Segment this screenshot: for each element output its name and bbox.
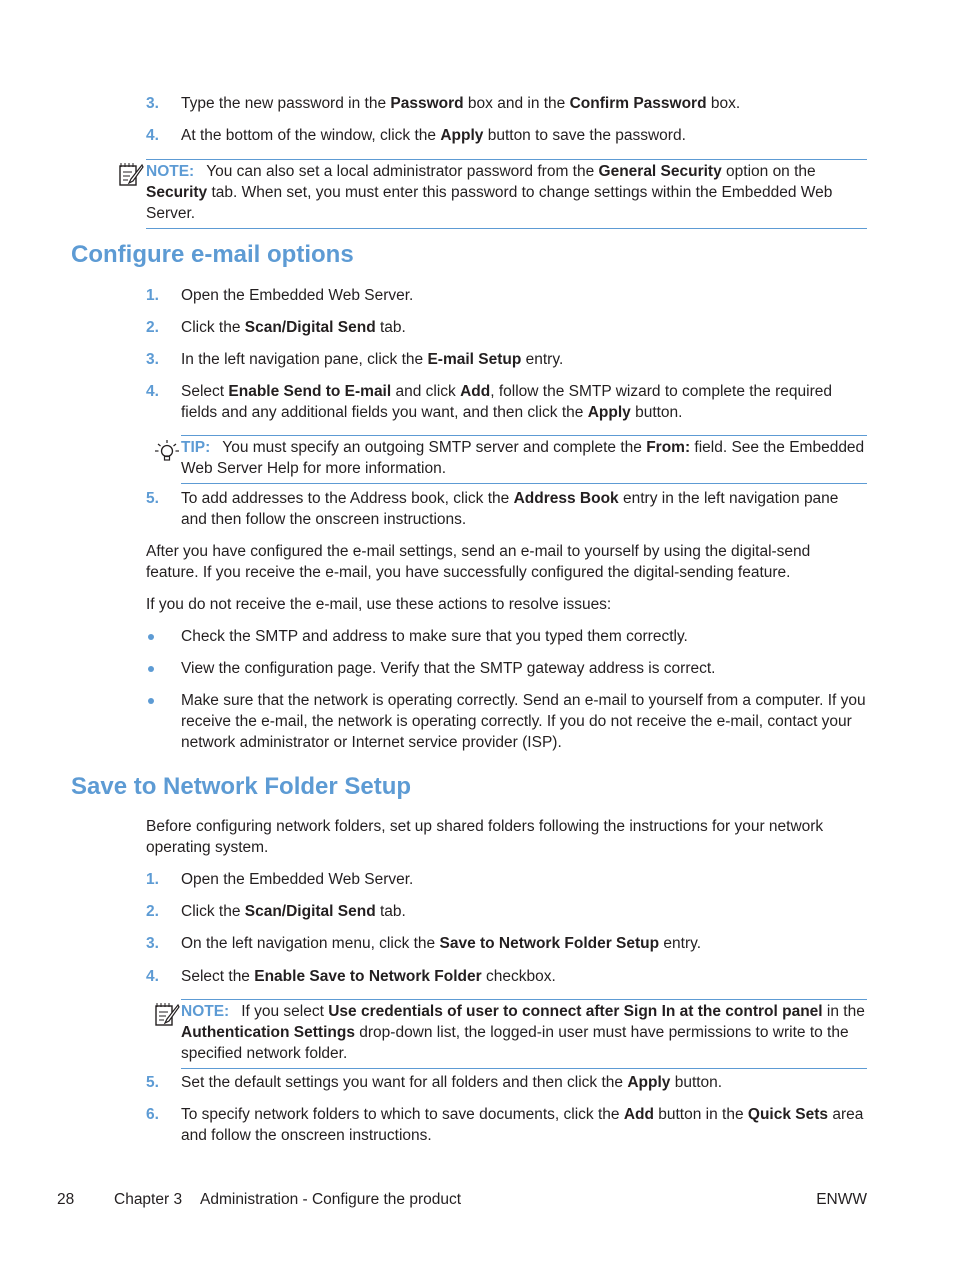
step-text (181, 901, 867, 922)
step-number: 4. (146, 383, 159, 400)
note-callout (146, 159, 867, 229)
section-heading: Save to Network Folder Setup (71, 773, 412, 800)
footer-chapter: Chapter 3 (114, 1191, 183, 1208)
bold-term: Save to Network Folder Setup (439, 935, 660, 952)
step-text (181, 381, 867, 423)
text-run: Type the new password in the (181, 95, 391, 112)
bold-term: Enable Send to E-mail (228, 383, 392, 400)
step-number: 6. (146, 1106, 159, 1123)
bold-term: Address Book (513, 490, 619, 507)
note-text (181, 1003, 865, 1062)
text-run: You can also set a local administrator password from the (206, 163, 599, 180)
bold-term: Quick Sets (747, 1106, 829, 1123)
text-run: , follow the SMTP wizard to complete the required fields and any additional fields you want, and then click the (181, 383, 832, 421)
bullet-icon (148, 626, 158, 636)
bold-term: Security (146, 184, 208, 201)
text-run: box. (706, 95, 741, 112)
bold-term: Scan/Digital Send (244, 319, 376, 336)
bold-term: General Security (598, 163, 722, 180)
text-run: and click (391, 383, 461, 400)
note-label: NOTE: (181, 1003, 230, 1020)
lightbulb-icon (155, 439, 179, 465)
text-run: entry in the left navigation pane and then follow the onscreen instructions. (181, 490, 839, 528)
step-number: 1. (146, 287, 159, 304)
step-number: 3. (146, 935, 159, 952)
step-text (181, 966, 867, 987)
step-number: 4. (146, 968, 159, 985)
text-run: option on the (721, 163, 816, 180)
bullet-icon (148, 690, 158, 700)
bold-term: Apply (627, 1074, 671, 1091)
step-text (181, 488, 867, 530)
text-run: button to save the password. (483, 127, 686, 144)
text-run: Select (181, 383, 229, 400)
text-run: Open the Embedded Web Server. (181, 871, 414, 888)
text-run: To add addresses to the Address book, click the (181, 490, 514, 507)
bold-term: Apply (587, 404, 631, 421)
bold-term: E-mail Setup (427, 351, 522, 368)
note-text (146, 163, 832, 222)
step-text (181, 285, 867, 306)
step-number: 2. (146, 319, 159, 336)
text-run: box and in the (463, 95, 570, 112)
text-run: On the left navigation menu, click the (181, 935, 440, 952)
text-run: You must specify an outgoing SMTP server and complete the (222, 439, 647, 456)
bold-term: Password (390, 95, 464, 112)
text-run: tab. (375, 903, 406, 920)
text-run: button in the (653, 1106, 748, 1123)
text-run: entry. (521, 351, 564, 368)
bullet-text: View the configuration page. Verify that the SMTP gateway address is correct. (181, 660, 716, 677)
step-text (181, 1072, 867, 1093)
text-run: Open the Embedded Web Server. (181, 287, 414, 304)
text-run: button. (630, 404, 683, 421)
step-number: 3. (146, 351, 159, 368)
bullet-text: Check the SMTP and address to make sure that you typed them correctly. (181, 628, 688, 645)
text-run: tab. (375, 319, 406, 336)
text-run: area and follow the onscreen instructions. (181, 1106, 864, 1144)
step-number: 1. (146, 871, 159, 888)
bold-term: Authentication Settings (181, 1024, 355, 1041)
paragraph: If you do not receive the e-mail, use these actions to resolve issues: (146, 596, 612, 613)
bold-term: From: (646, 439, 691, 456)
bold-term: Scan/Digital Send (244, 903, 376, 920)
bold-term: Add (623, 1106, 654, 1123)
text-run: entry. (659, 935, 702, 952)
step-number: 5. (146, 490, 159, 507)
paragraph: After you have configured the e-mail settings, send an e-mail to yourself by using the digital-send feature. If you receive the e-mail, you have successfully configured the digital-sending feature. (146, 543, 811, 581)
note-pencil-icon (154, 1002, 180, 1028)
text-run: tab. When set, you must enter this password to change settings within the Embedded Web Server. (146, 184, 833, 222)
text-run: Click the (181, 319, 245, 336)
text-run: If you select (241, 1003, 329, 1020)
paragraph: Before configuring network folders, set up shared folders following the instructions for your network operating system. (146, 818, 824, 856)
bold-term: Confirm Password (569, 95, 707, 112)
bold-term: Apply (440, 127, 484, 144)
step-text (181, 1104, 867, 1146)
section-heading: Configure e-mail options (71, 241, 354, 268)
step-text (181, 349, 867, 370)
text-run: drop-down list, the logged-in user must have permissions to write to the specified network folder. (181, 1024, 849, 1062)
text-run: field. See the Embedded Web Server Help for more information. (181, 439, 865, 477)
note-callout (181, 999, 867, 1069)
text-run: To specify network folders to which to save documents, click the (181, 1106, 624, 1123)
text-run: checkbox. (481, 968, 556, 985)
text-run: in the (822, 1003, 865, 1020)
footer-chapter-title: Administration - Configure the product (200, 1191, 462, 1208)
tip-callout (181, 435, 867, 484)
step-text (181, 317, 867, 338)
bold-term: Enable Save to Network Folder (254, 968, 482, 985)
step-text (181, 933, 867, 954)
tip-label: TIP: (181, 439, 211, 456)
note-pencil-icon (118, 162, 144, 188)
step-text (181, 93, 867, 114)
step-text (181, 125, 867, 146)
page-number: 28 (57, 1191, 75, 1208)
bold-term: Add (460, 383, 491, 400)
step-number: 5. (146, 1074, 159, 1091)
text-run: In the left navigation pane, click the (181, 351, 428, 368)
text-run: Select the (181, 968, 255, 985)
bold-term: Use credentials of user to connect after Sign In at the control panel (328, 1003, 823, 1020)
step-number: 4. (146, 127, 159, 144)
bullet-icon (148, 658, 158, 668)
step-text (181, 869, 867, 890)
text-run: Set the default settings you want for all folders and then click the (181, 1074, 628, 1091)
tip-text (181, 439, 864, 477)
footer-edition: ENWW (816, 1191, 867, 1208)
step-number: 3. (146, 95, 159, 112)
text-run: Click the (181, 903, 245, 920)
text-run: At the bottom of the window, click the (181, 127, 441, 144)
text-run: button. (670, 1074, 723, 1091)
note-label: NOTE: (146, 163, 195, 180)
step-number: 2. (146, 903, 159, 920)
bullet-text: Make sure that the network is operating correctly. Send an e-mail to yourself from a computer. If you receive the e-mail, the network is operating correctly. If you do not receive the e-mail, contact your network administrator or Internet service provider (ISP). (181, 692, 866, 751)
